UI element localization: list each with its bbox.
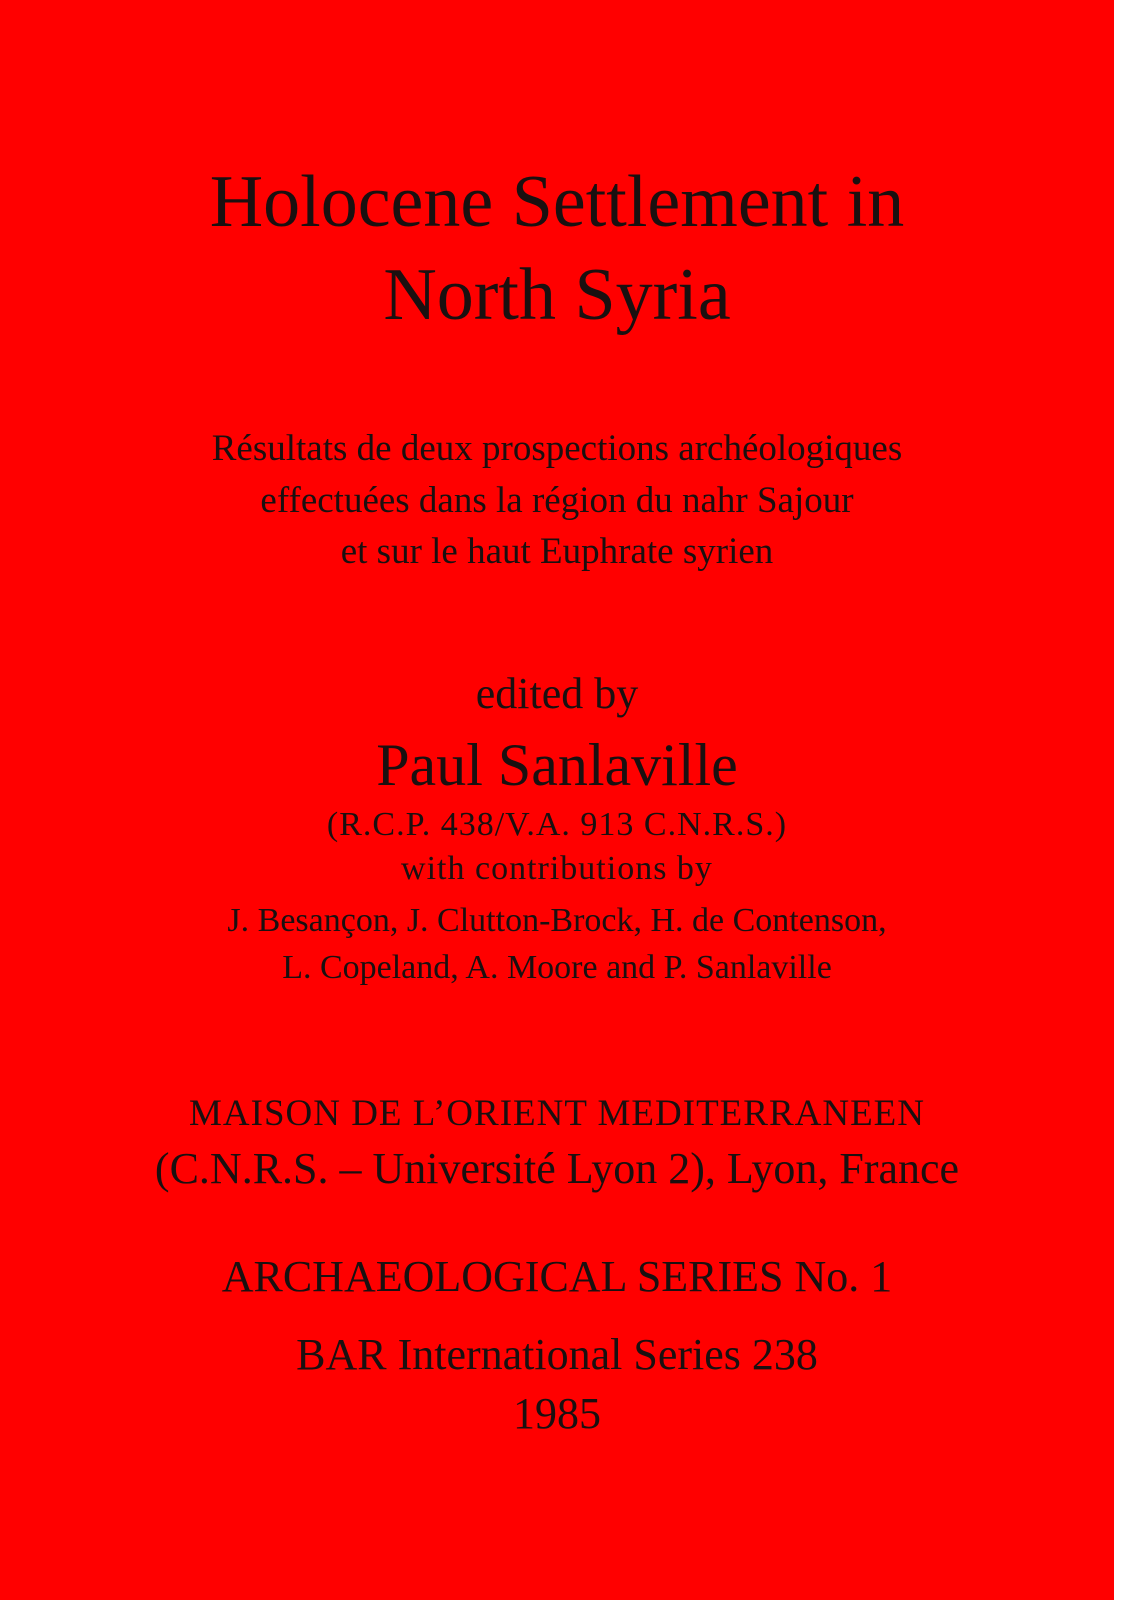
subtitle-line-3: et sur le haut Euphrate syrien [340, 531, 774, 572]
contributors-line-1: J. Besançon, J. Clutton-Brock, H. de Contenson, [227, 902, 887, 939]
subtitle-line-2: effectuées dans la région du nahr Sajour [260, 480, 854, 521]
editor-affiliation: (R.C.P. 438/V.A. 913 C.N.R.S.) [326, 806, 788, 843]
page-edge [1114, 0, 1132, 1600]
title-line-2: North Syria [383, 254, 731, 336]
title-line-1: Holocene Settlement in [209, 161, 905, 243]
contributions-label: with contributions by [401, 850, 713, 887]
subtitle-line-1: Résultats de deux prospections archéologiques [211, 428, 903, 469]
editor-name: Paul Sanlaville [376, 732, 738, 798]
publication-year: 1985 [513, 1389, 601, 1438]
archaeological-series: ARCHAEOLOGICAL SERIES No. 1 [221, 1252, 893, 1301]
contributors-line-2: L. Copeland, A. Moore and P. Sanlaville [282, 949, 832, 986]
publisher-line-1: MAISON DE L’ORIENT MEDITERRANEEN [189, 1093, 925, 1134]
edited-by-label: edited by [475, 669, 639, 718]
publisher-line-2: (C.N.R.S. – Université Lyon 2), Lyon, France [154, 1144, 960, 1193]
bar-series: BAR International Series 238 [296, 1330, 818, 1379]
